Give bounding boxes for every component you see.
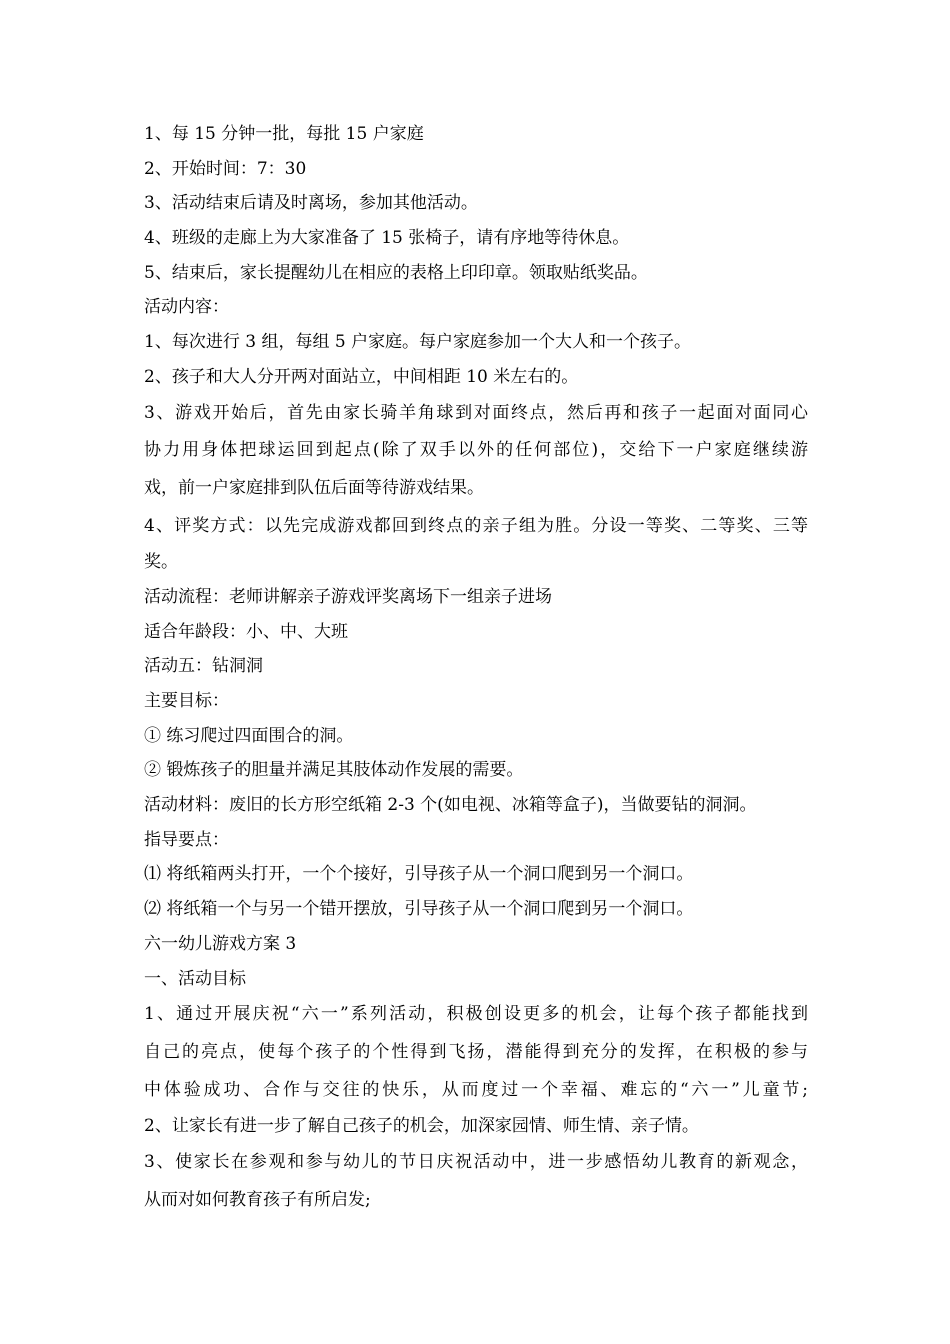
text-line: 3、使家长在参观和参与幼儿的节日庆祝活动中，进一步感悟幼儿教育的新观念，: [144, 1151, 808, 1172]
text-line: 1、通过开展庆祝“六一”系列活动，积极创设更多的机会，让每个孩子都能找到: [144, 1004, 808, 1025]
text-line: 4、评奖方式：以先完成游戏都回到终点的亲子组为胜。分设一等奖、二等奖、三等: [144, 515, 808, 536]
text-line: 主要目标：: [144, 691, 229, 711]
document-page: [144, 117, 808, 1219]
text-line: 5、结束后，家长提醒幼儿在相应的表格上印印章。领取贴纸奖品。: [144, 262, 648, 283]
text-line: 活动内容：: [144, 297, 229, 318]
text-line: 适合年龄段：小、中、大班: [144, 621, 348, 642]
text-line: 活动材料：废旧的长方形空纸箱 2-3 个(如电视、冰箱等盒子)，当做要钻的洞洞。: [144, 795, 757, 816]
text-line: 指导要点：: [144, 829, 229, 850]
text-line: ① 练习爬过四面围合的洞。: [144, 725, 354, 746]
text-line: 3、活动结束后请及时离场，参加其他活动。: [144, 193, 478, 214]
text-line: 1、每次进行 3 组，每组 5 户家庭。每户家庭参加一个大人和一个孩子。: [144, 332, 692, 353]
text-line: 4、班级的走廊上为大家准备了 15 张椅子，请有序地等待休息。: [144, 228, 630, 249]
text-line: 戏，前一户家庭排到队伍后面等待游戏结果。: [144, 477, 484, 498]
text-line: 自己的亮点，使每个孩子的个性得到飞扬，潜能得到充分的发挥，在积极的参与: [144, 1041, 808, 1062]
text-line: ⑵ 将纸箱一个与另一个错开摆放，引导孩子从一个洞口爬到另一个洞口。: [144, 899, 694, 920]
text-line: 中体验成功、合作与交往的快乐，从而度过一个幸福、难忘的“六一”儿童节;: [144, 1079, 808, 1100]
text-line: 1、每 15 分钟一批，每批 15 户家庭: [144, 124, 424, 144]
text-line: 活动流程：老师讲解亲子游戏评奖离场下一组亲子进场: [144, 586, 552, 607]
text-line: 2、开始时间：7：30: [144, 158, 307, 179]
text-line: ② 锻炼孩子的胆量并满足其肢体动作发展的需要。: [144, 760, 524, 781]
text-line: 3、游戏开始后，首先由家长骑羊角球到对面终点，然后再和孩子一起面对面同心: [144, 402, 808, 423]
text-line: 2、孩子和大人分开两对面站立，中间相距 10 米左右的。: [144, 366, 579, 387]
text-line: 从而对如何教育孩子有所启发;: [144, 1189, 371, 1210]
text-line: 协力用身体把球运回到起点(除了双手以外的任何部位)，交给下一户家庭继续游: [144, 440, 808, 461]
text-line: 奖。: [144, 552, 178, 573]
text-line: 活动五：钻洞洞: [144, 656, 263, 677]
text-line: 2、让家长有进一步了解自己孩子的机会，加深家园情、师生情、亲子情。: [144, 1116, 699, 1137]
text-line: 一、活动目标: [144, 968, 246, 989]
text-line: 六一幼儿游戏方案 3: [144, 933, 297, 954]
text-line: ⑴ 将纸箱两头打开，一个个接好，引导孩子从一个洞口爬到另一个洞口。: [144, 864, 694, 885]
